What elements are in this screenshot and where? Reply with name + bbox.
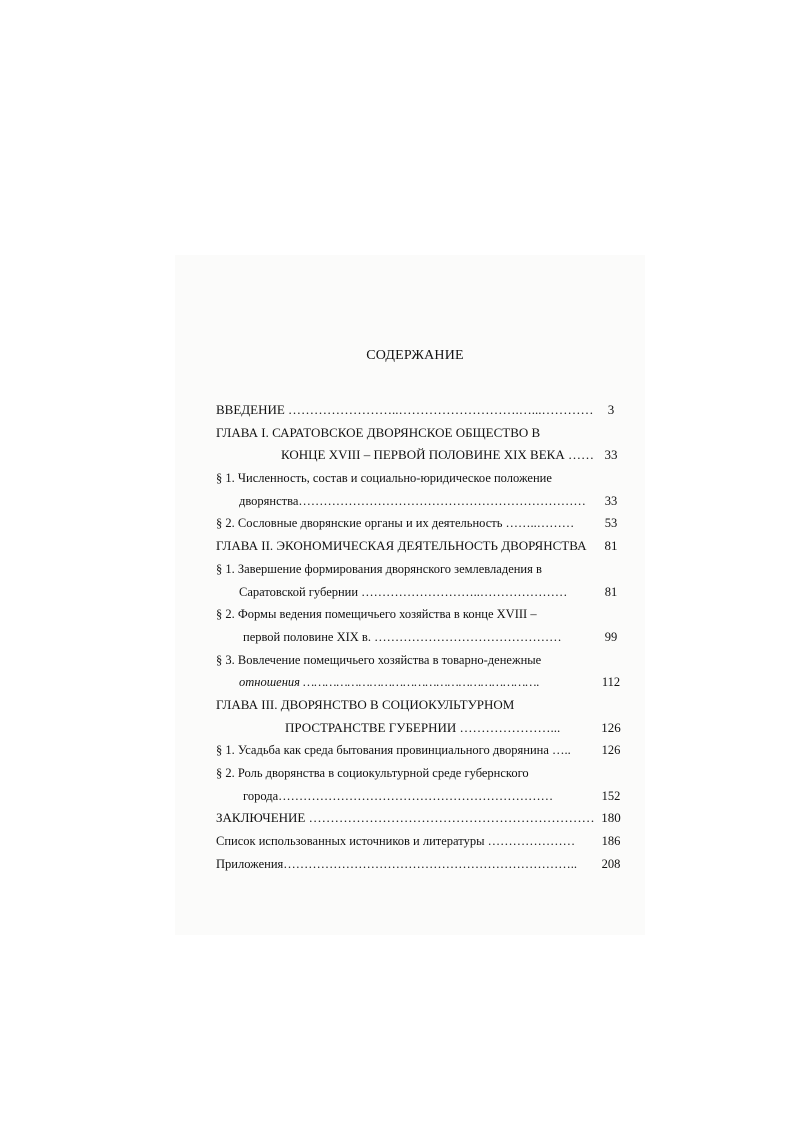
toc-entry-text: § 1. Завершение формирования дворянского землевладения в	[216, 561, 542, 576]
toc-entry-text: § 2. Сословные дворянские органы и их деятельность ……..………	[216, 516, 575, 531]
toc-entry-text: ГЛАВА III. ДВОРЯНСТВО В СОЦИОКУЛЬТУРНОМ	[216, 696, 515, 712]
toc-page-number: 33	[604, 447, 618, 463]
toc-page-number: 186	[601, 834, 621, 849]
toc-page-number: 33	[604, 493, 618, 508]
toc-entry-text: ПРОСТРАНСТВЕ ГУБЕРНИИ …………………...	[285, 719, 561, 735]
toc-page-number: 3	[607, 402, 615, 417]
toc-entry-text: Приложения……………………………………………………………..	[216, 856, 578, 871]
toc-page-number: 208	[601, 856, 621, 871]
toc-entry-section-1-1-line-2	[216, 492, 631, 515]
toc-entry-text: § 1. Усадьба как среда бытования провинциального дворянина …..	[216, 743, 571, 758]
toc-entry-section-1-2	[216, 514, 631, 537]
toc-entry-chapter-2	[216, 537, 631, 560]
toc-page-number: 180	[601, 810, 621, 826]
toc-entry-text: § 3. Вовлечение помещичьего хозяйства в товарно-денежные	[216, 652, 542, 667]
toc-entry-chapter-3-line-1	[216, 696, 631, 719]
toc-entry-section-3-2-line-2	[216, 787, 631, 810]
toc-page-number: 112	[601, 675, 621, 690]
toc-entry-text: дворянства……………………………………………………………	[239, 493, 586, 508]
toc-entry-introduction	[216, 401, 631, 424]
toc-entry-bibliography	[216, 832, 631, 855]
toc-entry-text: ГЛАВА I. САРАТОВСКОЕ ДВОРЯНСКОЕ ОБЩЕСТВО В	[216, 424, 541, 440]
toc-entry-text: отношения ……………………………………………………….	[239, 675, 540, 690]
toc-page-number: 81	[604, 584, 618, 599]
toc-entry-text: ГЛАВА II. ЭКОНОМИЧЕСКАЯ ДЕЯТЕЛЬНОСТЬ ДВОРЯНСТВА	[216, 538, 587, 554]
toc-entry-section-2-1-line-2	[216, 583, 631, 606]
toc-page-number: 99	[604, 629, 618, 644]
toc-entry-section-3-2-line-1	[216, 764, 631, 787]
toc-entry-section-1-1-line-1	[216, 469, 631, 492]
toc-entry-text: Саратовской губернии ………………………..…………………	[239, 584, 568, 599]
page-title: СОДЕРЖАНИЕ	[366, 348, 464, 363]
toc-entry-text: ЗАКЛЮЧЕНИЕ …………………………………………………………	[216, 810, 595, 826]
toc-page-number: 53	[604, 516, 618, 531]
toc-entry-conclusion	[216, 809, 631, 832]
toc-entry-section-2-3-line-2	[216, 673, 631, 696]
toc-page-number: 152	[601, 788, 621, 803]
toc-entry-text: Список использованных источников и литературы …………………	[216, 834, 576, 849]
toc-entry-text: города…………………………………………………………	[243, 788, 554, 803]
toc-entry-text: первой половине XIX в. ………………………………………	[243, 629, 562, 644]
toc-entry-text: § 1. Численность, состав и социально-юридическое положение	[216, 471, 552, 486]
toc-entry-section-2-2-line-1	[216, 605, 631, 628]
toc-page-number: 126	[601, 743, 621, 758]
toc-entry-section-2-2-line-2	[216, 628, 631, 651]
toc-entry-text: ВВЕДЕНИЕ ……………………..……………………….…...…………	[216, 402, 594, 417]
toc-entry-chapter-3-line-2	[216, 719, 631, 742]
toc-page-number: 81	[604, 538, 618, 554]
toc-page-number: 126	[601, 719, 621, 735]
toc-entry-chapter-1-line-1	[216, 424, 631, 447]
toc-entry-text: КОНЦЕ XVIII – ПЕРВОЙ ПОЛОВИНЕ XIX ВЕКА ……	[281, 447, 594, 463]
toc-entry-chapter-1-line-2	[216, 446, 631, 469]
table-of-contents	[216, 401, 631, 877]
toc-entry-section-2-1-line-1	[216, 560, 631, 583]
toc-entry-appendices	[216, 855, 631, 878]
toc-entry-section-2-3-line-1	[216, 651, 631, 674]
toc-entry-text: § 2. Роль дворянства в социокультурной среде губернского	[216, 766, 529, 780]
toc-entry-text: § 2. Формы ведения помещичьего хозяйства в конце XVIII –	[216, 607, 537, 622]
toc-entry-section-3-1	[216, 741, 631, 764]
